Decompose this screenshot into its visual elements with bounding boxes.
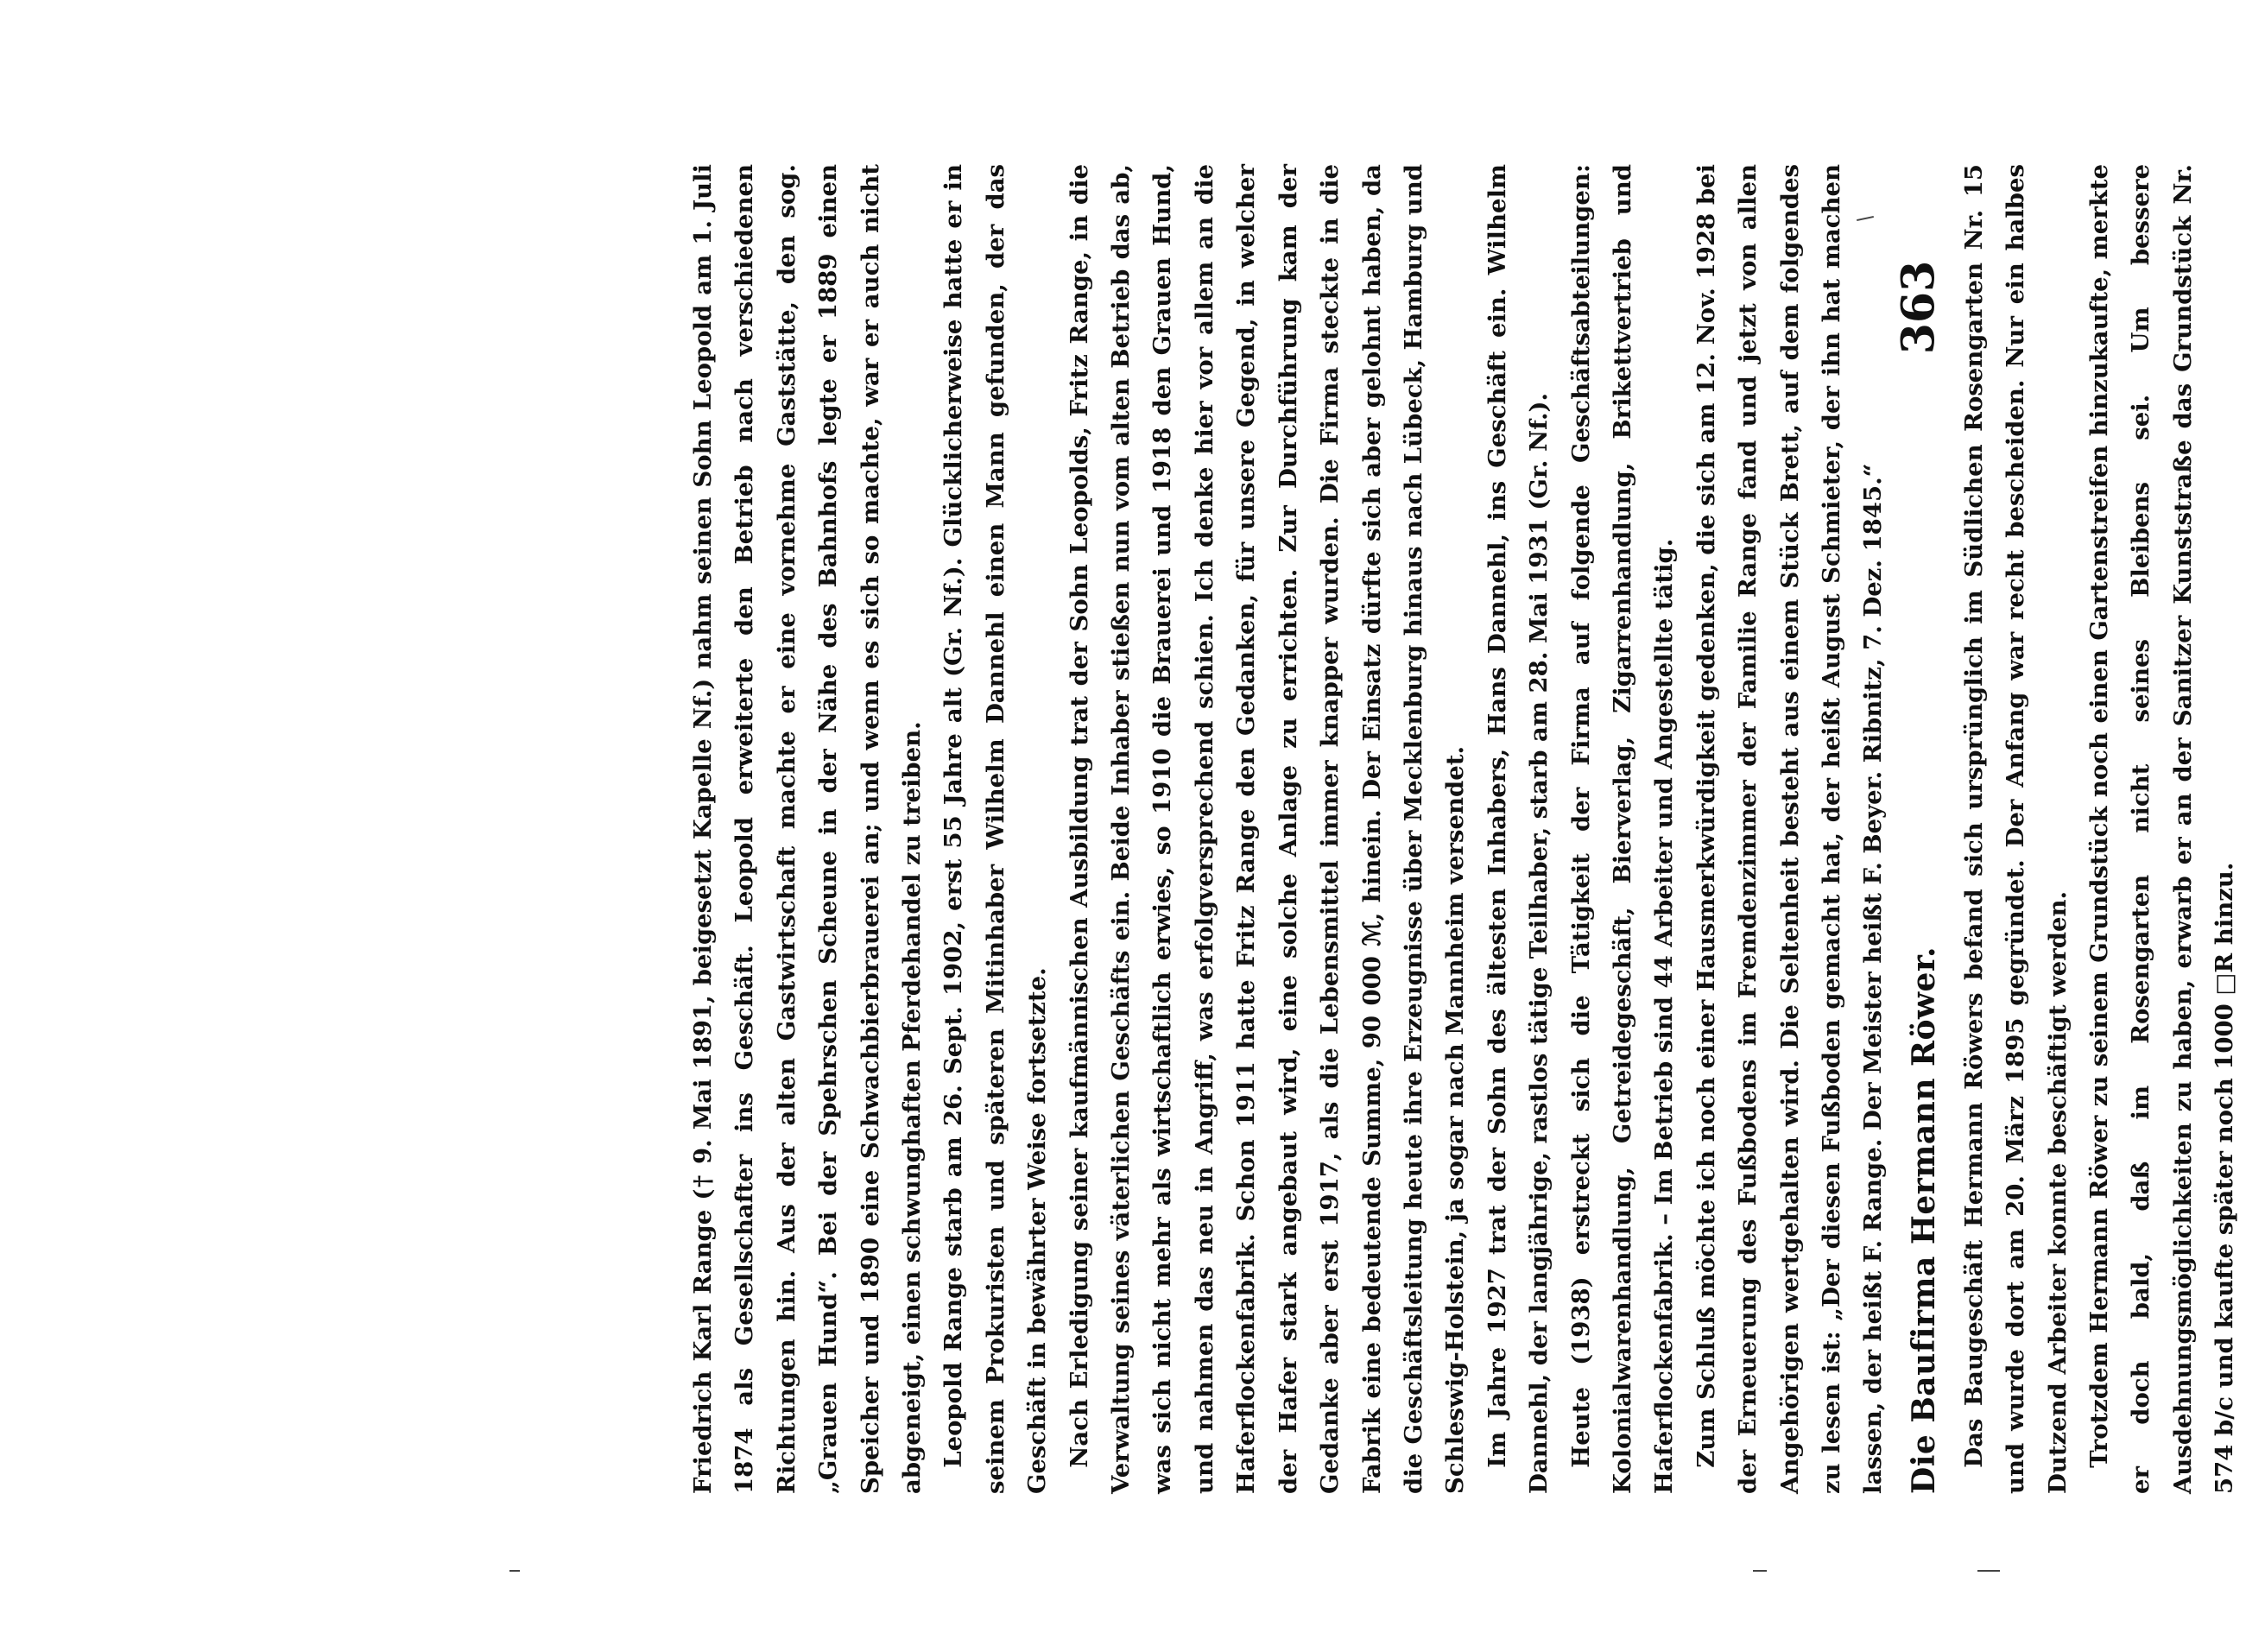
paragraph: Heute (1938) erstreckt sich die Tätigkeit der Firma auf folgende Geschäftsabteilungen: Kolonialwarenhandlung, Getreidegeschäft, Bierverlag, Zigarrenhandlung, Brikettvertrieb und Haferflockenfabrik. – Im Betrieb sind 44 Arbeiter und Angestellte tätig.	[1566, 164, 1679, 1494]
scan-speck	[1977, 1570, 2000, 1572]
paragraph: Das Baugeschäft Hermann Röwers befand sich ursprünglich im Südlichen Rosengarten Nr. 15 und wurde dort am 20. März 1895 gegründet. Der Anfang war recht bescheiden. Nur ein halbes Dutzend Arbeiter konnte beschäftigt werden.	[1959, 164, 2072, 1494]
paragraph: Leopold Range starb am 26. Sept. 1902, erst 55 Jahre alt (Gr. Nf.). Glücklicherweise hatte er in seinem Prokuristen und späteren Mitinhaber Wilhelm Dannehl einen Mann gefunden, der das Geschäft in bewährter Weise fortsetzte.	[940, 164, 1052, 1494]
section-heading: Die Baufirma Hermann Röwer.	[1905, 946, 1942, 1494]
scan-speck	[1753, 1570, 1767, 1572]
paragraph: Trotzdem Hermann Röwer zu seinem Grundstück noch einen Gartenstreifen hinzukaufte, merkte er doch bald, daß im Rosengarten nicht seines Bleibens sei. Um bessere Ausdehnungsmöglichkeiten zu haben, erwarb er an der Sanitzer Kunststraße das Grundstück Nr. 574 b/c und kaufte später noch 1000 □R hinzu.	[2085, 164, 2239, 1494]
paragraph: Zum Schluß möchte ich noch einer Hausmerkwürdigkeit gedenken, die sich am 12. Nov. 1928 bei der Erneuerung des Fußbodens im Fremdenzimmer der Familie Range fand und jetzt von allen Angehörigen wertgehalten wird. Die Seltenheit besteht aus einem Stück Brett, auf dem folgendes zu lesen ist: „Der diesen Fußboden gemacht hat, der heißt August Schmieter, der ihn hat machen lassen, der heißt F. Range. Der Meister heißt F. Beyer. Ribnitz, 7. Dez. 1845.“	[1692, 164, 1888, 1494]
paragraph: Friedrich Karl Range († 9. Mai 1891, beigesetzt Kapelle Nf.) nahm seinen Sohn Leopold am 1. Juli 1874 als Gesellschafter ins Geschäft. Leopold erweiterte den Betrieb nach verschiedenen Richtungen hin. Aus der alten Gastwirtschaft machte er eine vornehme Gaststätte, den sog. „Grauen Hund“. Bei der Spehrschen Scheune in der Nähe des Bahnhofs legte er 1889 einen Speicher und 1890 eine Schwachbierbrauerei an; und wenn es sich so machte, war er auch nicht abgeneigt, einen schwunghaften Pferdehandel zu treiben.	[689, 164, 927, 1494]
paragraph: Nach Erledigung seiner kaufmännischen Ausbildung trat der Sohn Leopolds, Fritz Range, in die Verwaltung seines väterlichen Geschäfts ein. Beide Inhaber stießen nun vom alten Betrieb das ab, was sich nicht mehr als wirtschaftlich erwies, so 1910 die Brauerei und 1918 den Grauen Hund, und nahmen das neu in Angriff, was erfolgversprechend schien. Ich denke hier vor allem an die Haferflockenfabrik. Schon 1911 hatte Fritz Range den Gedanken, für unsere Gegend, in welcher der Hafer stark angebaut wird, eine solche Anlage zu errichten. Zur Durchführung kam der Gedanke aber erst 1917, als die Lebensmittel immer knapper wurden. Die Firma steckte in die Fabrik eine bedeutende Summe, 90 000 ℳ, hinein. Der Einsatz dürfte sich aber gelohnt haben, da die Geschäftsleitung heute ihre Erzeugnisse über Mecklenburg hinaus nach Lübeck, Hamburg und Schleswig-Holstein, ja sogar nach Mannheim versendet.	[1065, 164, 1470, 1494]
page-number: 363	[1892, 260, 1945, 355]
scan-speck	[509, 1570, 520, 1572]
paragraph: Im Jahre 1927 trat der Sohn des ältesten Inhabers, Hans Dannehl, ins Geschäft ein. Wilhelm Dannehl, der langjährige, rastlos tätige Teilhaber, starb am 28. Mai 1931 (Gr. Nf.).	[1483, 164, 1553, 1494]
